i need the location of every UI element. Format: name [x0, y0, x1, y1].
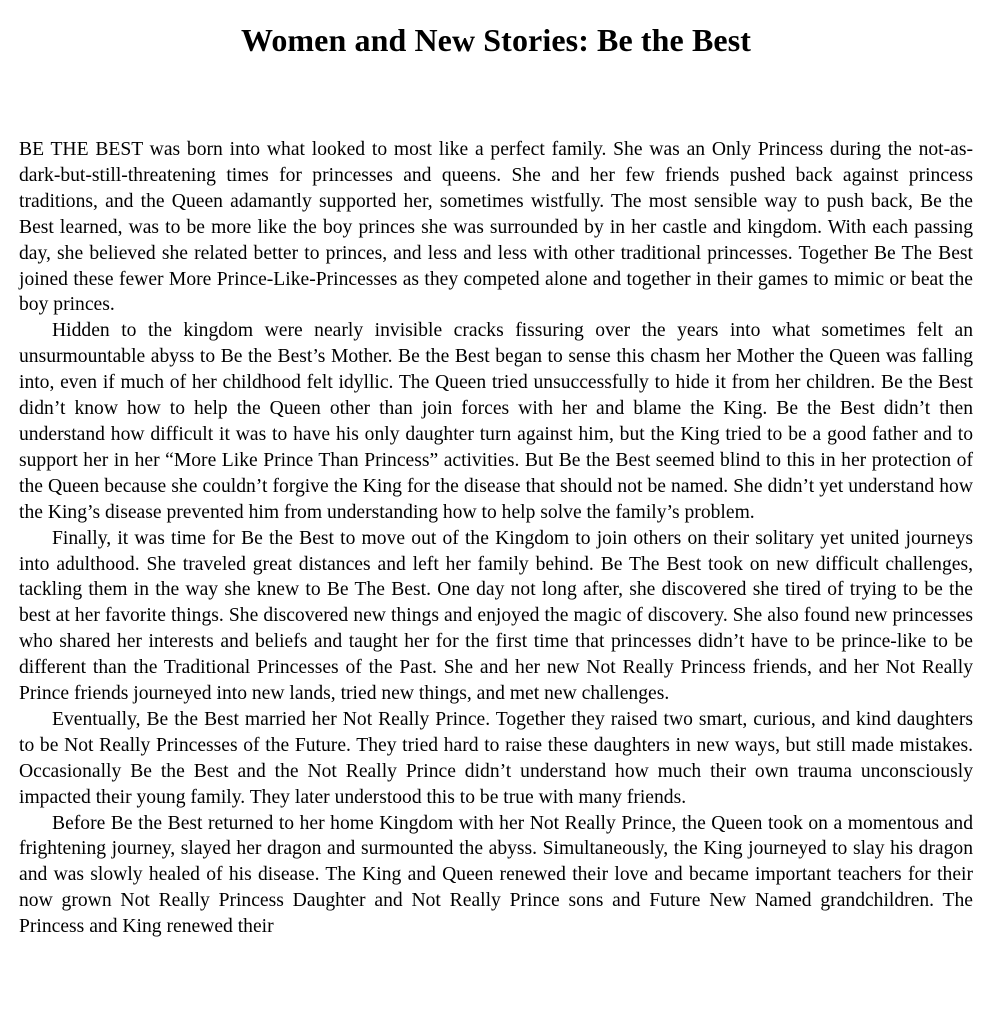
page-title: Women and New Stories: Be the Best — [240, 22, 752, 58]
document-body — [19, 137, 973, 940]
document-page — [19, 0, 973, 940]
paragraph-5: Before Be the Best returned to her home Kingdom with her Not Really Prince, the Queen took on a momentous and frightening journey, slayed her dragon and surmounted the abyss. Simultaneously, the King journeyed to slay his dragon and was slowly healed of his disease. The King and Queen renewed their love and became important teachers for their now grown Not Really Princess Daughter and Not Really Prince sons and Future New Named grandchildren. The Princess and King renewed their — [19, 812, 973, 938]
paragraph-3: Finally, it was time for Be the Best to move out of the Kingdom to join others on their solitary yet united journeys into adulthood. She traveled great distances and left her family behind. Be The Best took on new difficult challenges, tackling them in the way she knew to Be The Best. One day not long after, she discovered she tired of trying to be the best at her favorite things. She discovered new things and enjoyed the magic of discovery. She also found new princesses who shared her interests and beliefs and taught her for the first time that princesses didn’t have to be prince-like to be different than the Traditional Princesses of the Past. She and her new Not Really Princess friends, and her Not Really Prince friends journeyed into new lands, tried new things, and met new challenges. — [19, 527, 973, 705]
paragraph-4: Eventually, Be the Best married her Not Really Prince. Together they raised two smart, curious, and kind daughters to be Not Really Princesses of the Future. They tried hard to raise these daughters in new ways, but still made mistakes. Occasionally Be the Best and the Not Really Prince didn’t understand how much their own trauma unconsciously impacted their young family. They later understood this to be true with many friends. — [19, 708, 973, 808]
paragraph-1: BE THE BEST was born into what looked to most like a perfect family. She was an Only Princess during the not-as-dark-but-still-threatening times for princesses and queens. She and her few friends pushed back against princess traditions, and the Queen adamantly supported her, sometimes wistfully. The most sensible way to push back, Be the Best learned, was to be more like the boy princes she was surrounded by in her castle and kingdom. With each passing day, she believed she related better to princes, and less and less with other traditional princesses. Together Be The Best joined these fewer More Prince-Like-Princesses as they competed alone and together in their games to mimic or beat the boy princes. — [19, 139, 973, 316]
paragraph-2: Hidden to the kingdom were nearly invisible cracks fissuring over the years into what sometimes felt an unsurmountable abyss to Be the Best’s Mother. Be the Best began to sense this chasm her Mother the Queen was falling into, even if much of her childhood felt idyllic. The Queen tried unsuccessfully to hide it from her children. Be the Best didn’t know how to help the Queen other than join forces with her and blame the King. Be the Best didn’t then understand how difficult it was to have his only daughter turn against him, but the King tried to be a good father and to support her in her “More Like Prince Than Princess” activities. But Be the Best seemed blind to this in her protection of the Queen because she couldn’t forgive the King for the disease that should not be named. She didn’t yet understand how the King’s disease prevented him from understanding how to help solve the family’s problem. — [19, 320, 973, 523]
